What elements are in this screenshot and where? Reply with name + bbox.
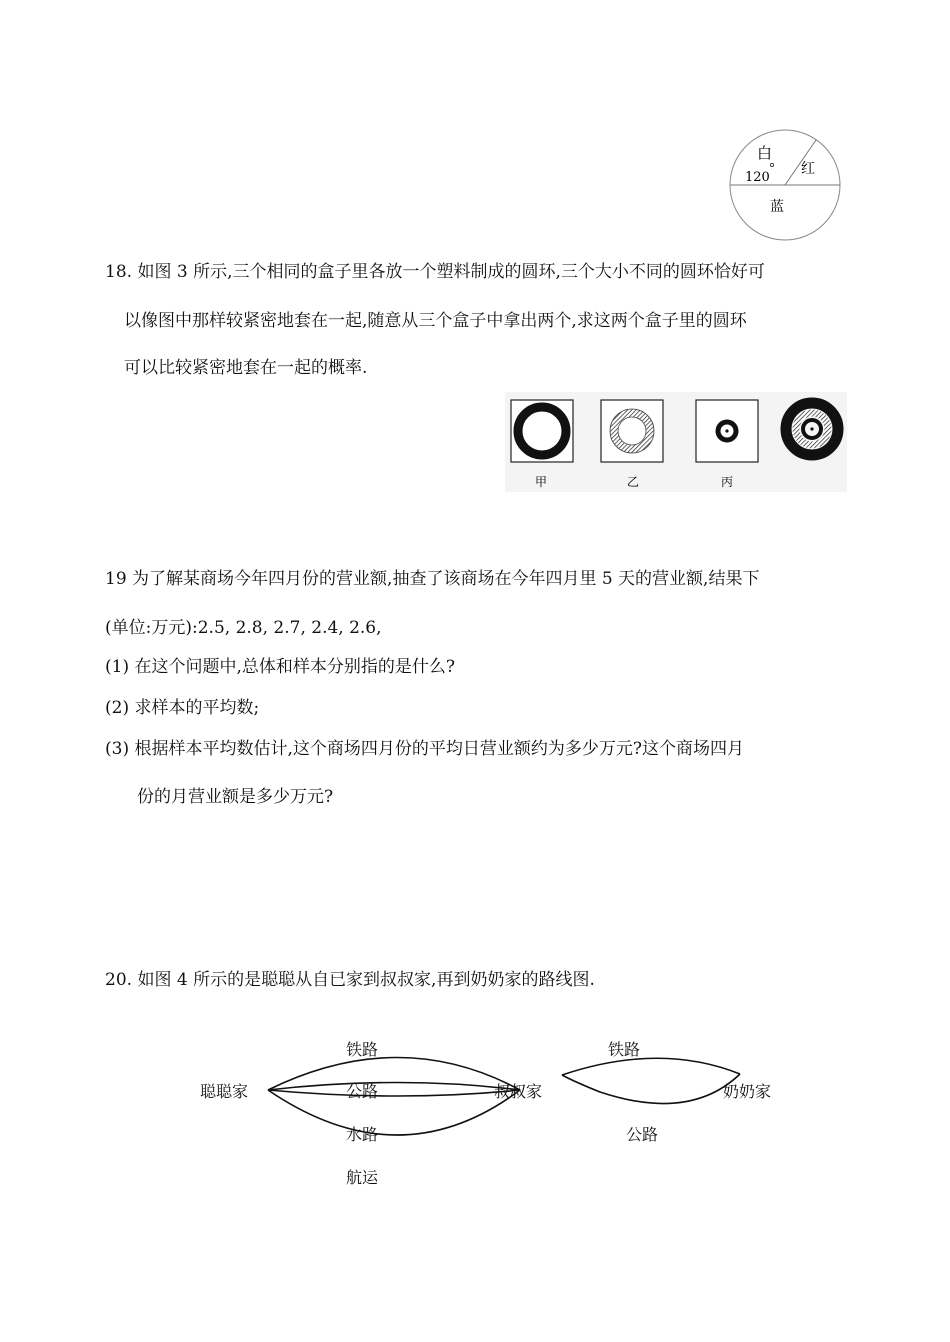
q19-line-1: 19 为了解某商场今年四月份的营业额,抽查了该商场在今年四月里 5 天的营业额,结果下	[105, 569, 760, 589]
label-shipping: 航运	[346, 1168, 379, 1187]
spinner-figure	[715, 128, 855, 244]
degree-mark	[770, 163, 773, 166]
label-water-1: 水路	[346, 1125, 379, 1144]
label-rail-2: 铁路	[608, 1040, 641, 1059]
q18-line-3: 可以比较紧密地套在一起的概率.	[124, 358, 368, 378]
q19-part-3: (3) 根据样本平均数估计,这个商场四月份的平均日营业额约为多少万元?这个商场四月	[105, 739, 745, 759]
q19-line-2: (单位:万元):2.5, 2.8, 2.7, 2.4, 2.6,	[105, 618, 382, 638]
label-grandma: 奶奶家	[723, 1082, 772, 1101]
route-water-1	[268, 1090, 520, 1096]
label-road-2: 公路	[626, 1125, 659, 1144]
spinner-label-red: 红	[801, 161, 815, 177]
q20-line: 20. 如图 4 所示的是聪聪从自已家到叔叔家,再到奶奶家的路线图.	[105, 970, 595, 990]
q19-part-3-cont: 份的月营业额是多少万元?	[137, 787, 334, 807]
rings-figure	[505, 392, 847, 492]
route-road-2	[562, 1057, 740, 1075]
q18-line-1: 18. 如图 3 所示,三个相同的盒子里各放一个塑料制成的圆环,三个大小不同的圆环恰好可	[105, 262, 765, 282]
route-rail-1	[268, 1058, 520, 1091]
route-road-1	[268, 1083, 520, 1091]
spinner-label-angle: 120	[745, 170, 770, 185]
label-road-1: 公路	[346, 1082, 379, 1101]
label-home: 聪聪家	[200, 1082, 249, 1101]
label-rail-1: 铁路	[346, 1040, 379, 1059]
route-diagram	[0, 1030, 950, 1180]
spinner-label-white: 白	[757, 144, 773, 162]
q19-part-2: (2) 求样本的平均数;	[105, 698, 260, 718]
q18-line-2: 以像图中那样较紧密地套在一起,随意从三个盒子中拿出两个,求这两个盒子里的圆环	[124, 311, 747, 331]
label-bing: 丙	[721, 475, 734, 489]
route-road-2-line	[562, 1067, 740, 1075]
route-rail-2	[562, 1058, 740, 1075]
route-road-2-curve	[562, 1074, 740, 1104]
q19-part-1: (1) 在这个问题中,总体和样本分别指的是什么?	[105, 657, 456, 677]
label-yi: 乙	[627, 475, 640, 489]
label-jia: 甲	[535, 475, 548, 489]
label-uncle: 叔叔家	[494, 1082, 543, 1101]
spinner-label-blue: 蓝	[770, 199, 784, 215]
